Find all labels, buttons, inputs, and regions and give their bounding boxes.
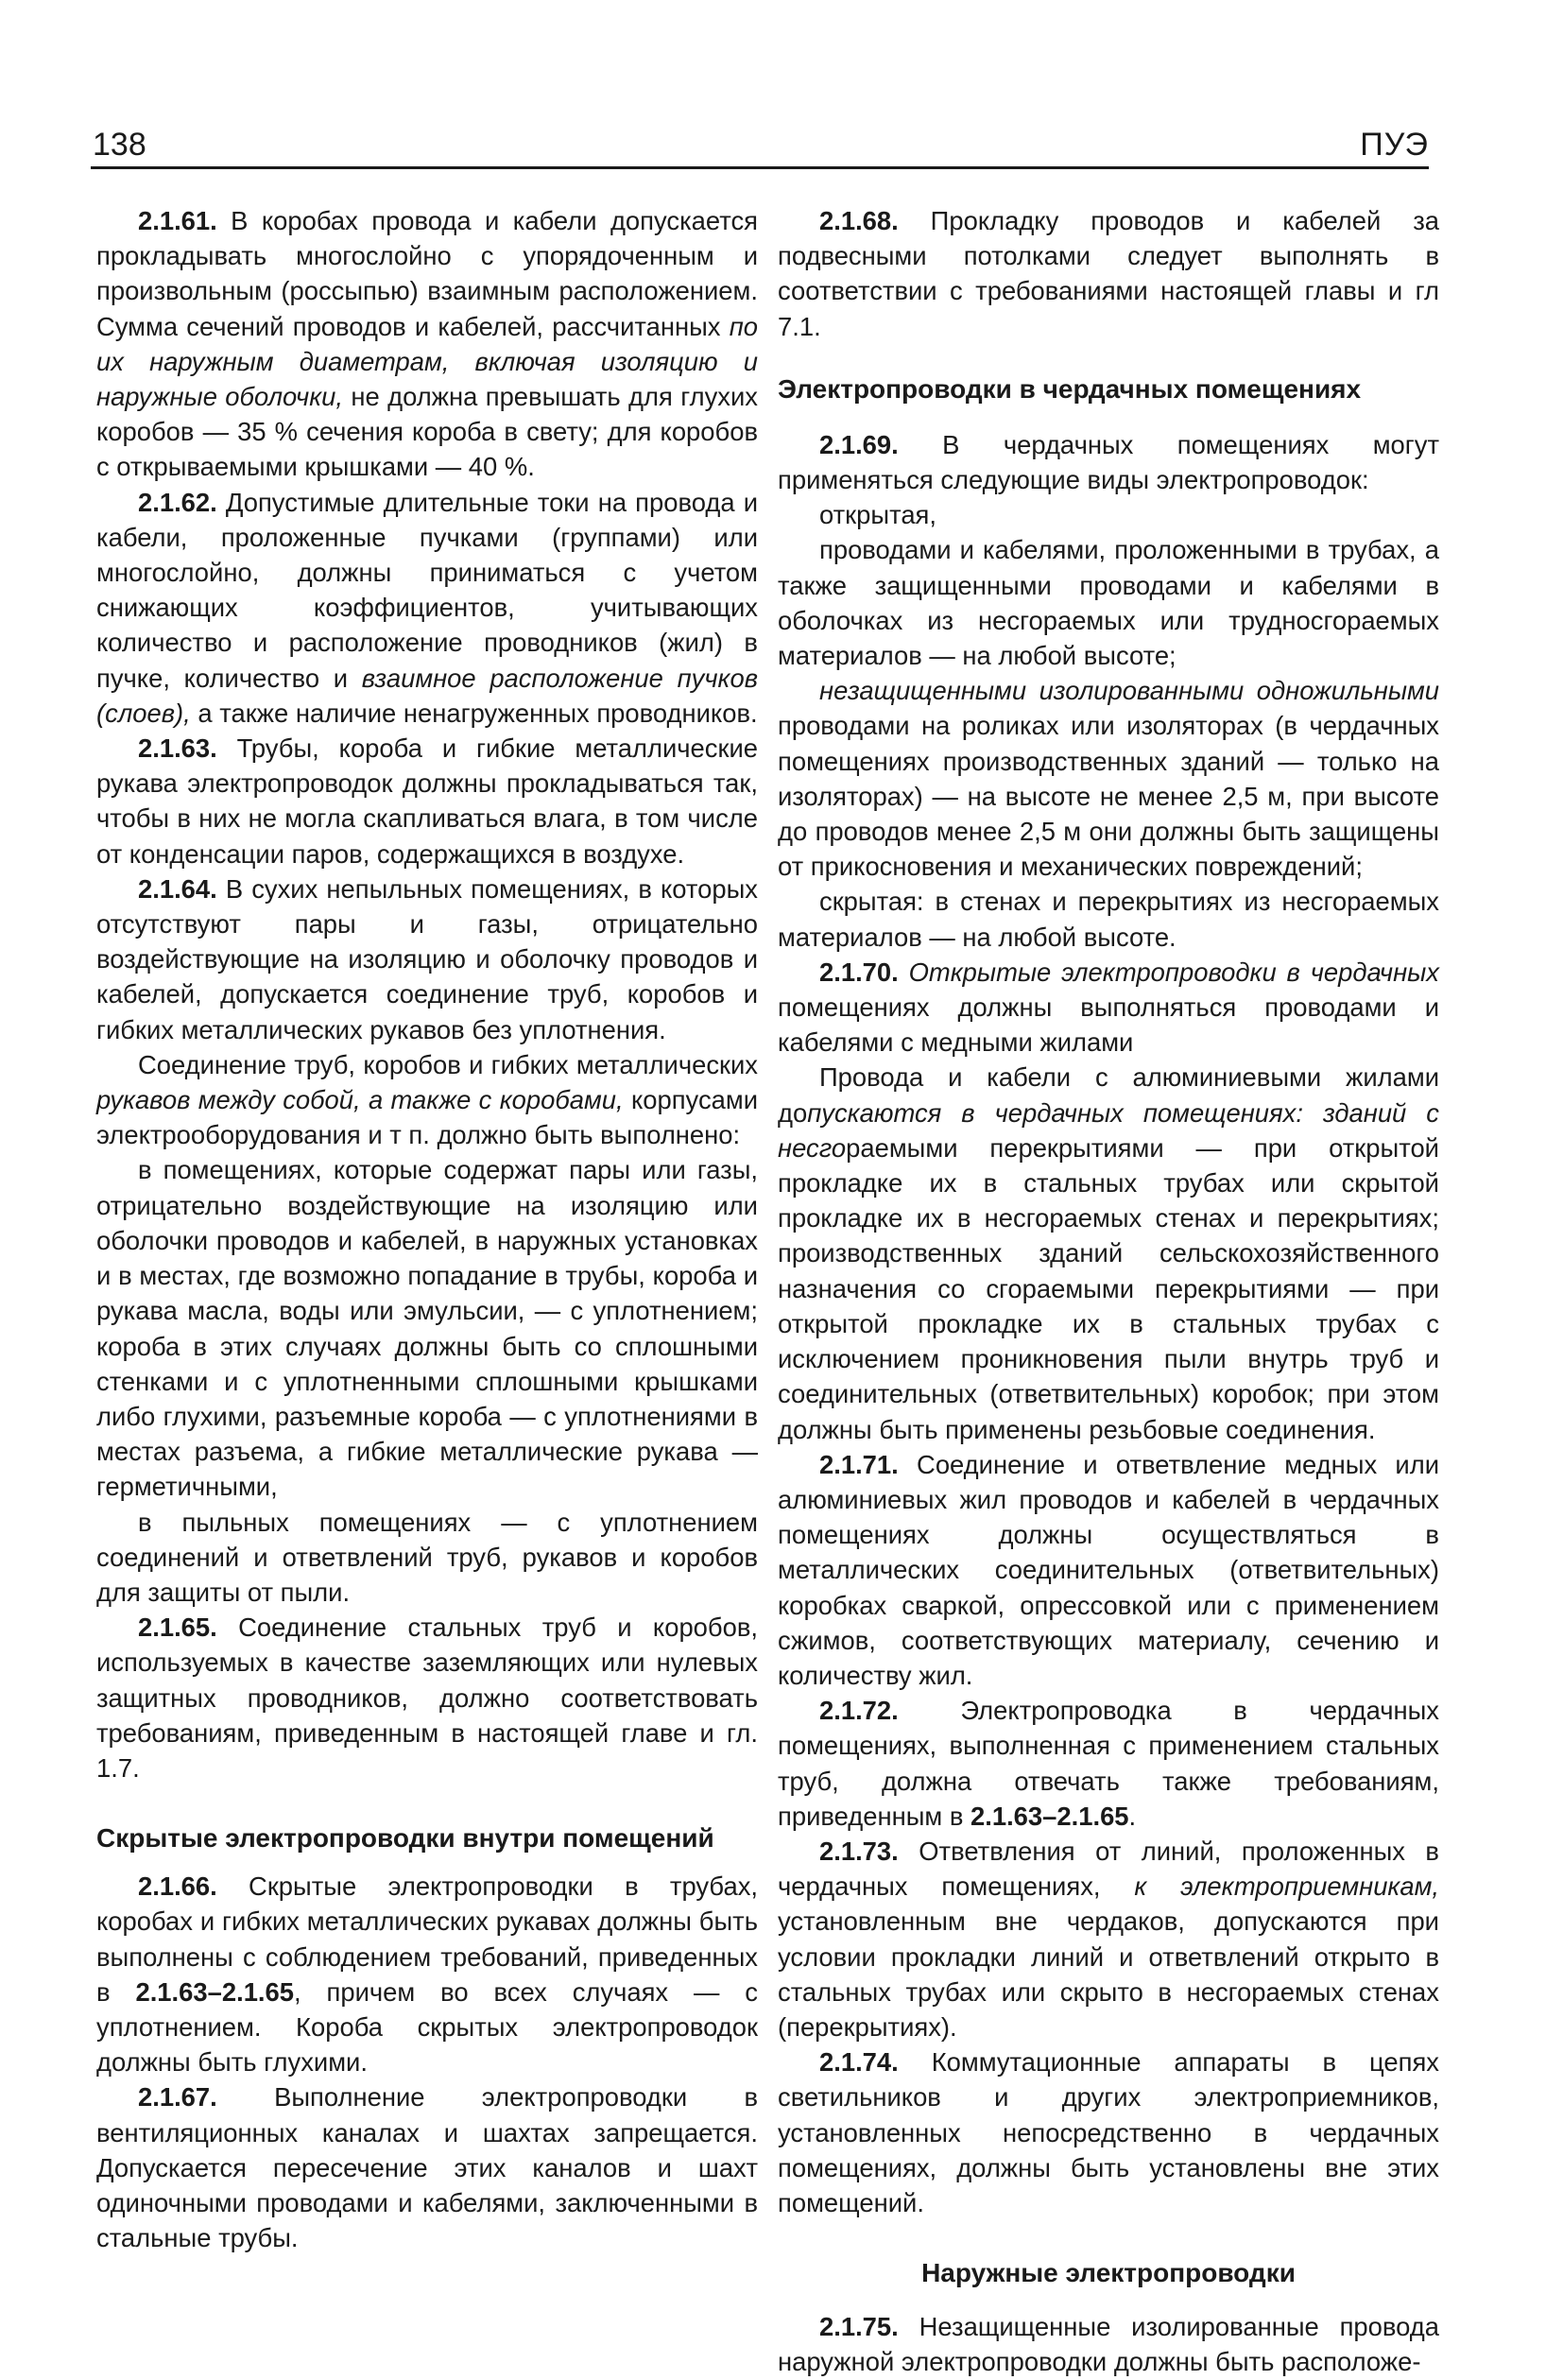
paragraph-italic-text: взаимное расположение пучков (слоев), — [96, 663, 758, 728]
paragraph-2-1-63 — [96, 731, 758, 871]
clause-number: 2.1.63. — [138, 733, 217, 764]
paragraph-text: , причем во всех случаях — с уплотнением. Короба скрытых электропроводок должны быть глухими. — [96, 1976, 758, 2078]
paragraph-2-1-70 — [778, 955, 1439, 1061]
paragraph-2-1-69 — [778, 427, 1439, 497]
paragraph-text: а также наличие ненагруженных проводников. — [190, 698, 758, 728]
clause-reference: 2.1.63–2.1.65 — [135, 1976, 295, 2007]
paragraph-2-1-73 — [778, 1834, 1439, 2044]
paragraph-text: В сухих непыльных помещениях, в которых отсутствуют пары и газы, отрицательно воздействующие на изоляцию и оболочку проводов и кабелей, допускается соединение труб, коробов и гибких металлических рукавов без уплотнения. — [96, 873, 758, 1044]
clause-number: 2.1.73. — [819, 1836, 899, 1866]
paragraph-text: Ответвления от линий, проложенных в чердачных помещениях, — [778, 1836, 1439, 1902]
paragraph-text: не должна превышать для глухих коробов — 35 % сечения короба в свету; для коробов с открываемыми крышками — 40 %. — [96, 382, 758, 482]
section-heading-attic-wiring: Электропроводки в чердачных помещениях — [778, 373, 1362, 404]
paragraph-text: Допустимые длительные токи на провода и кабели, проложенные пучками (группами) или многослойно, должны приниматься с учетом снижающих коэффициентов, учитывающих количество и расположение проводников (жил) в пучке, количество и — [96, 487, 758, 693]
clause-number: 2.1.66. — [138, 1871, 217, 1902]
list-item-unprotected — [778, 673, 1439, 884]
list-item-open: открытая, — [819, 500, 936, 530]
clause-number: 2.1.70. — [819, 957, 899, 987]
paragraph-2-1-68 — [778, 203, 1439, 344]
paragraph-text: раемыми перекрытиями — при открытой прокладке их в стальных трубах или скрытой прокладке их в несгораемых стенах и перекрытиях; производственных зданий сельскохозяйственного назначения со сгораемыми перекрытиями — при открытой прокладке их в стальных трубах с исключением проникновения пыли внутрь труб и соединительных (ответвительных) коробок; при этом должны быть применены резьбовые соединения. — [778, 1132, 1439, 1444]
paragraph-italic-text: рукавов между собой, а также с коробами, — [96, 1085, 624, 1115]
clause-number: 2.1.64. — [138, 873, 217, 904]
clause-number: 2.1.62. — [138, 487, 217, 517]
paragraph-italic-text: Открытые электропроводки в чердачных — [898, 957, 1439, 987]
list-item-dust: в пыльных помещениях — с уплотнением соединений и ответвлений труб, рукавов и коробов для защиты от пыли. — [96, 1507, 758, 1607]
header-rule — [91, 166, 1429, 169]
list-item-vapor: в помещениях, которые содержат пары или газы, отрицательно воздействующие на изоляцию или оболочки проводов и кабелей, в наружных установках и в местах, где возможно попадание в трубы, короба и рукава масла, воды или эмульсии, — с уплотнением; короба в этих случаях должны быть со сплошными стенками и с уплотненными сплошными крышками либо глухими, разъемные короба — с уплотнениями в местах разъема, а гибкие металлические рукава — герметичными, — [96, 1155, 758, 1502]
clause-number: 2.1.74. — [819, 2047, 899, 2078]
paragraph-italic-text: к электроприемникам, — [1134, 1871, 1439, 1902]
paragraph-text: . — [1128, 1801, 1137, 1831]
paragraph-2-1-74 — [778, 2044, 1439, 2220]
paragraph-2-1-65 — [96, 1610, 758, 1785]
section-heading-outdoor-wiring: Наружные электропроводки — [921, 2258, 1296, 2288]
right-column — [778, 203, 1439, 2380]
clause-number: 2.1.67. — [138, 2082, 217, 2113]
paragraph-2-1-66 — [96, 1869, 758, 2079]
paragraph-2-1-64 — [96, 871, 758, 1047]
paragraph-text: Провода и кабели с алюминиевыми жилами до — [778, 1062, 1439, 1128]
page-number: 138 — [93, 127, 146, 163]
clause-number: 2.1.75. — [819, 2312, 899, 2342]
paragraph-2-1-62 — [96, 485, 758, 731]
paragraph-text: помещениях должны выполняться проводами и кабелями с медными жилами — [778, 992, 1439, 1058]
paragraph-text: корпусами электрооборудования и т п. должно быть выполнено: — [96, 1085, 759, 1150]
list-item-pipes: проводами и кабелями, проложенными в трубах, а также защищенными проводами и кабелями в оболочках из несгораемых или трудносгораемых материалов — на любой высоте; — [778, 535, 1439, 671]
paragraph-text: установленным вне чердаков, допускаются при условии прокладки линий и ответвлений открыто в стальных трубах или скрыто в несгораемых стенах (перекрытиях). — [778, 1906, 1439, 2042]
running-head: ПУЭ — [1360, 127, 1429, 163]
paragraph-text: Скрытые электропроводки в трубах, коробах и гибких металлических рукавах должны быть выполнены с соблюдением требований, приведенных в — [96, 1871, 758, 2007]
paragraph-text: Электропроводка в чердачных помещениях, выполненная с применением стальных труб, должна отвечать также требованиям, приведенным в — [778, 1696, 1439, 1831]
paragraph-connection — [96, 1047, 758, 1153]
paragraph-text: Соединение стальных труб и коробов, используемых в качестве заземляющих или нулевых защитных проводников, должно соответствовать требованиям, приведенным в настоящей главе и гл. 1.7. — [96, 1613, 758, 1783]
paragraph-italic-text: по их наружным диаметрам, включая изоляцию и наружные оболочки, — [96, 311, 758, 412]
paragraph-text: Незащищенные изолированные провода наружной электропроводки должны быть расположе- — [778, 2312, 1439, 2377]
paragraph-text: проводами на роликах или изоляторах (в чердачных помещениях производственных зданий — только на изоляторах) — на высоте не менее 2,5 м, при высоте до проводов менее 2,5 м они должны быть защищены от прикосновения и механических повреждений; — [778, 711, 1439, 882]
clause-number: 2.1.72. — [819, 1696, 899, 1726]
paragraph-text: В чердачных помещениях могут применяться следующие виды электропроводок: — [778, 429, 1439, 495]
paragraph-2-1-71 — [778, 1447, 1439, 1693]
paragraph-text: Коммутационные аппараты в цепях светильников и других электроприемников, установленных непосредственно в чердачных помещениях, должны быть установлены вне этих помещений. — [778, 2047, 1439, 2217]
paragraph-text: Соединение труб, коробов и гибких металлических — [138, 1049, 758, 1079]
paragraph-text: Трубы, короба и гибкие металлические рукава электропроводок должны прокладываться так, чтобы в них не могла скапливаться влага, в том числе от конденсации паров, содержащихся в воздухе. — [96, 733, 758, 869]
paragraph-italic-text: незащищенными изолированными одножильными — [819, 676, 1439, 706]
clause-number: 2.1.71. — [819, 1449, 899, 1479]
section-heading-hidden-wiring: Скрытые электропроводки внутри помещений — [96, 1823, 714, 1854]
paragraph-text: В коробах провода и кабели допускается прокладывать многослойно с упорядоченным и произвольным (россыпью) взаимным расположением. Сумма сечений проводов и кабелей, рассчитанных — [96, 206, 758, 341]
paragraph-text: Прокладку проводов и кабелей за подвесными потолками следует выполнять в соответствии с требованиями настоящей главы и гл 7.1. — [778, 206, 1439, 341]
paragraph-italic-text: пускаются в чердачных помещениях: зданий с несго — [778, 1097, 1439, 1163]
paragraph-2-1-75 — [778, 2309, 1439, 2379]
paragraph-2-1-72 — [778, 1693, 1439, 1834]
clause-number: 2.1.69. — [819, 429, 899, 459]
paragraph-2-1-61 — [96, 203, 758, 485]
left-column — [96, 203, 758, 2255]
clause-number: 2.1.65. — [138, 1613, 217, 1643]
paragraph-2-1-67 — [96, 2079, 758, 2255]
paragraph-text: Соединение и ответвление медных или алюминиевых жил проводов и кабелей в чердачных помещениях должны осуществляться в металлических соединительных (ответвительных) коробках сваркой, опрессовкой или с применением сжимов, соответствующих материалу, сечению и количеству жил. — [778, 1449, 1439, 1690]
clause-number: 2.1.61. — [138, 206, 217, 235]
list-item-hidden: скрытая: в стенах и перекрытиях из несгораемых материалов — на любой высоте. — [778, 887, 1439, 952]
clause-reference: 2.1.63–2.1.65 — [970, 1801, 1129, 1831]
clause-number: 2.1.68. — [819, 206, 899, 235]
paragraph-text: Выполнение электропроводки в вентиляционных каналах и шахтах запрещается. Допускается пересечение этих каналов и шахт одиночными проводами и кабелями, заключенными в стальные трубы. — [96, 2082, 758, 2253]
paragraph-aluminium — [778, 1060, 1439, 1446]
